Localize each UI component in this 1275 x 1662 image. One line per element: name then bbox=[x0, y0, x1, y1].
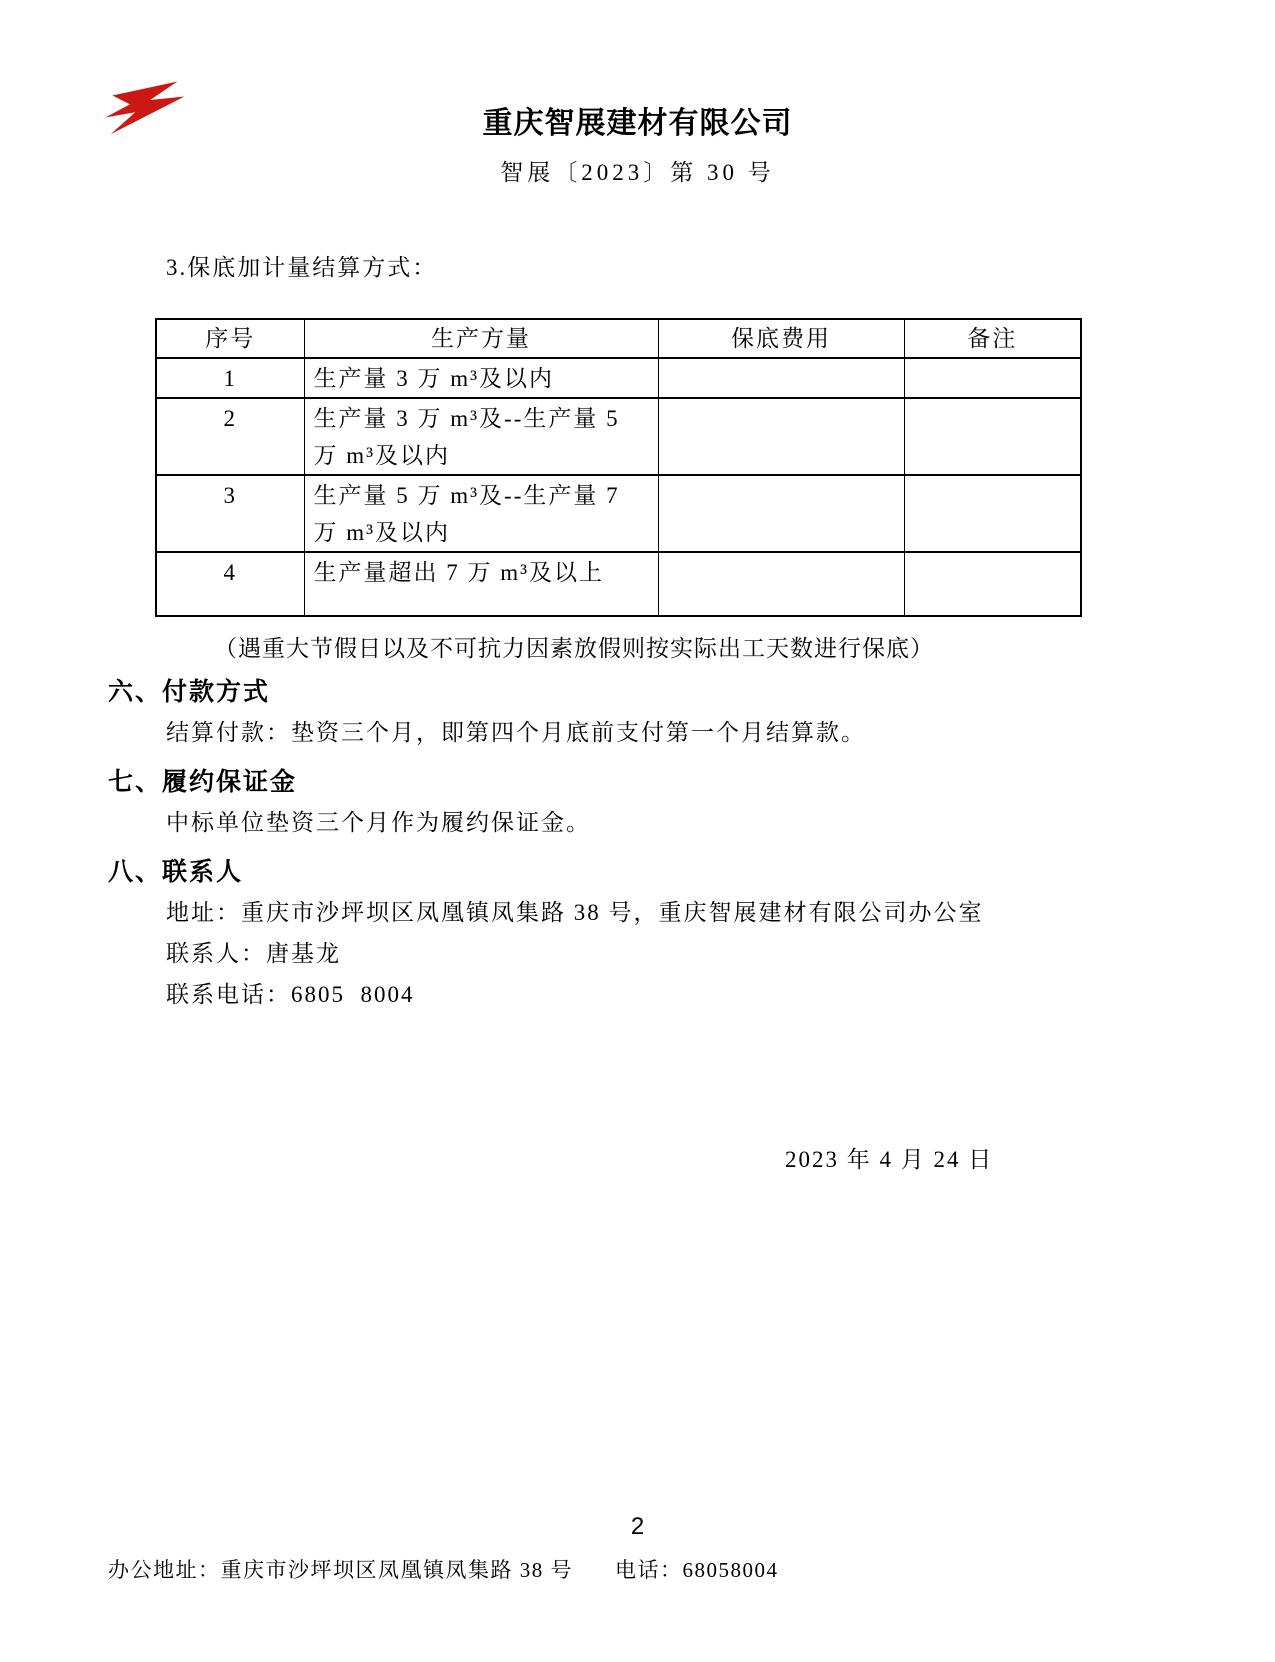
col-header-seq: 序号 bbox=[156, 319, 304, 358]
col-header-volume: 生产方量 bbox=[304, 319, 658, 358]
cell-remark bbox=[904, 358, 1081, 398]
contact-phone-line: 联系电话：6805 8004 bbox=[166, 982, 415, 1007]
col-header-remark: 备注 bbox=[904, 319, 1081, 358]
cell-seq: 3 bbox=[156, 475, 304, 552]
page-footer bbox=[108, 1554, 779, 1584]
document-number: 智展〔2023〕第 30 号 bbox=[500, 160, 775, 185]
cell-volume: 生产量 3 万 m³及以内 bbox=[304, 358, 658, 398]
cell-remark bbox=[904, 398, 1081, 475]
footer-phone: 电话：68058004 bbox=[615, 1558, 779, 1582]
settlement-table bbox=[155, 318, 1082, 617]
table-row bbox=[156, 398, 1081, 475]
document-body bbox=[0, 249, 1275, 1174]
settlement-method-heading: 3.保底加计量结算方式： bbox=[166, 255, 438, 280]
contact-address-line: 地址：重庆市沙坪坝区凤凰镇凤集路 38 号，重庆智展建材有限公司办公室 bbox=[166, 900, 984, 925]
contact-person-line: 联系人：唐基龙 bbox=[166, 941, 341, 966]
document-date: 2023 年 4 月 24 日 bbox=[785, 1147, 994, 1172]
company-logo-icon bbox=[100, 76, 188, 138]
cell-remark bbox=[904, 552, 1081, 616]
footer-office-address: 办公地址：重庆市沙坪坝区凤凰镇凤集路 38 号 bbox=[108, 1558, 573, 1582]
performance-bond-text: 中标单位垫资三个月作为履约保证金。 bbox=[166, 810, 591, 835]
company-name-title: 重庆智展建材有限公司 bbox=[482, 107, 793, 140]
section-heading-contact: 八、联系人 bbox=[108, 858, 244, 886]
section-heading-performance-bond: 七、履约保证金 bbox=[108, 768, 298, 796]
cell-fee bbox=[658, 475, 904, 552]
table-header-row bbox=[156, 319, 1081, 358]
cell-fee bbox=[658, 358, 904, 398]
cell-volume: 生产量超出 7 万 m³及以上 bbox=[304, 552, 658, 616]
section-heading-payment: 六、付款方式 bbox=[108, 678, 271, 706]
cell-volume: 生产量 3 万 m³及--生产量 5 万 m³及以内 bbox=[304, 398, 658, 475]
table-row bbox=[156, 358, 1081, 398]
payment-terms-text: 结算付款：垫资三个月，即第四个月底前支付第一个月结算款。 bbox=[166, 720, 866, 745]
cell-remark bbox=[904, 475, 1081, 552]
table-note: （遇重大节假日以及不可抗力因素放假则按实际出工天数进行保底） bbox=[214, 636, 934, 661]
table-row bbox=[156, 552, 1081, 616]
cell-seq: 4 bbox=[156, 552, 304, 616]
cell-fee bbox=[658, 398, 904, 475]
col-header-fee: 保底费用 bbox=[658, 319, 904, 358]
cell-fee bbox=[658, 552, 904, 616]
cell-seq: 2 bbox=[156, 398, 304, 475]
page-number: 2 bbox=[630, 1513, 645, 1540]
cell-volume: 生产量 5 万 m³及--生产量 7 万 m³及以内 bbox=[304, 475, 658, 552]
table-row bbox=[156, 475, 1081, 552]
cell-seq: 1 bbox=[156, 358, 304, 398]
logo-z-shape bbox=[105, 81, 184, 134]
